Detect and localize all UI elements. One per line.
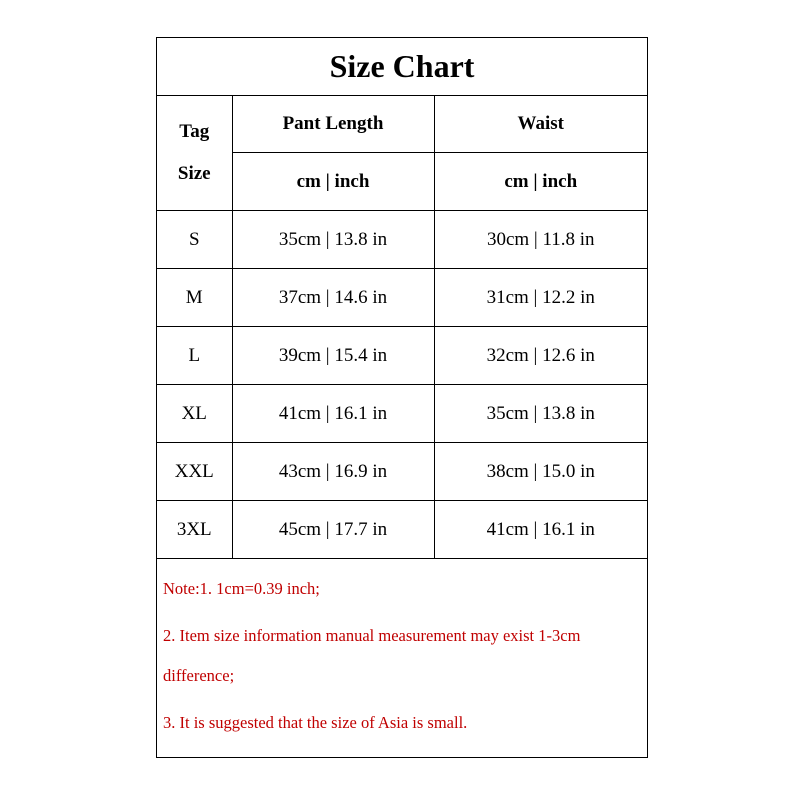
pant-length-header: Pant Length xyxy=(232,95,434,153)
note-line-1: Note:1. 1cm=0.39 inch; xyxy=(163,579,320,598)
tag-size-line1: Tag xyxy=(179,120,210,142)
chart-title: Size Chart xyxy=(157,38,647,96)
note-line-4: 3. It is suggested that the size of Asia is small. xyxy=(163,713,468,732)
pant-length-cell: 35cm | 13.8 in xyxy=(232,211,434,269)
size-cell: 3XL xyxy=(157,501,232,559)
size-cell: XL xyxy=(157,385,232,443)
size-cell: XXL xyxy=(157,443,232,501)
tag-size-header xyxy=(157,95,232,211)
waist-cell: 30cm | 11.8 in xyxy=(434,211,647,269)
waist-header: Waist xyxy=(434,95,647,153)
tag-size-line2: Size xyxy=(177,162,211,184)
notes-section xyxy=(157,557,647,757)
note-line-2: 2. Item size information manual measurement may exist 1-3cm xyxy=(163,626,581,645)
pant-length-unit: cm | inch xyxy=(232,153,434,211)
table-row xyxy=(157,269,647,327)
size-cell: L xyxy=(157,327,232,385)
size-table xyxy=(157,95,647,559)
note-line-3: difference; xyxy=(163,666,235,685)
size-cell: S xyxy=(157,211,232,269)
pant-length-cell: 43cm | 16.9 in xyxy=(232,443,434,501)
waist-cell: 31cm | 12.2 in xyxy=(434,269,647,327)
size-chart xyxy=(156,37,648,758)
table-row xyxy=(157,327,647,385)
waist-cell: 38cm | 15.0 in xyxy=(434,443,647,501)
waist-cell: 41cm | 16.1 in xyxy=(434,501,647,559)
waist-unit: cm | inch xyxy=(434,153,647,211)
pant-length-cell: 41cm | 16.1 in xyxy=(232,385,434,443)
pant-length-cell: 37cm | 14.6 in xyxy=(232,269,434,327)
waist-cell: 32cm | 12.6 in xyxy=(434,327,647,385)
table-row xyxy=(157,443,647,501)
pant-length-cell: 39cm | 15.4 in xyxy=(232,327,434,385)
waist-cell: 35cm | 13.8 in xyxy=(434,385,647,443)
table-row xyxy=(157,211,647,269)
pant-length-cell: 45cm | 17.7 in xyxy=(232,501,434,559)
size-cell: M xyxy=(157,269,232,327)
table-row xyxy=(157,501,647,559)
table-row xyxy=(157,385,647,443)
header-row xyxy=(157,95,647,153)
